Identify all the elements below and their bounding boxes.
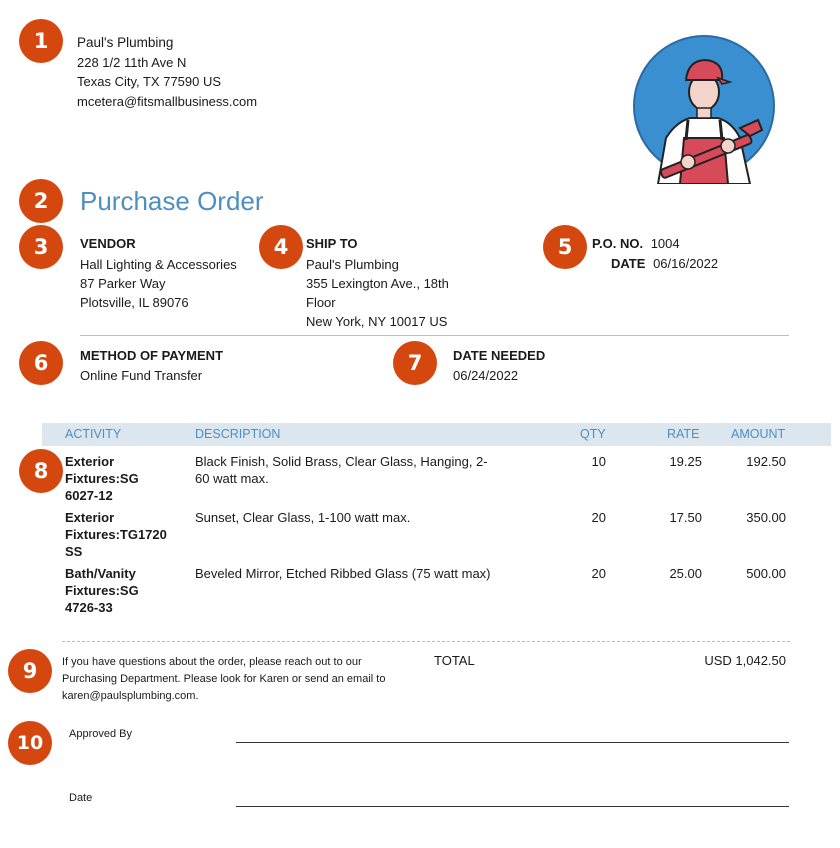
- activity-line: 6027-12: [65, 488, 113, 503]
- marker-2: 2: [19, 179, 63, 223]
- company-email: mcetera@fitsmallbusiness.com: [77, 93, 258, 109]
- col-rate: RATE: [667, 427, 700, 441]
- marker-10: 10: [8, 721, 52, 765]
- vendor-line3: Plotsville, IL 89076: [80, 295, 189, 310]
- vendor-heading: VENDOR: [80, 236, 136, 251]
- marker-5: 5: [543, 225, 587, 269]
- ship-to-line3: Floor: [306, 295, 336, 310]
- approved-by-label: Approved By: [69, 728, 132, 740]
- col-description: DESCRIPTION: [195, 427, 281, 441]
- section-divider: [80, 335, 789, 336]
- ship-to-line4: New York, NY 10017 US: [306, 314, 448, 329]
- row-amount: 500.00: [746, 566, 786, 581]
- row-qty: 20: [591, 566, 606, 581]
- payment-block: [80, 346, 340, 385]
- document-title: Purchase Order: [80, 186, 264, 216]
- marker-6: 6: [19, 341, 63, 385]
- date-needed-heading: DATE NEEDED: [453, 348, 546, 363]
- total-label: TOTAL: [434, 653, 475, 668]
- company-address-block: [77, 33, 257, 111]
- description-line: Beveled Mirror, Etched Ribbed Glass (75 watt max): [195, 566, 491, 581]
- table-header: [42, 423, 831, 446]
- row-description: [195, 565, 525, 582]
- date-needed-value: 06/24/2022: [453, 368, 519, 383]
- row-activity: [65, 509, 185, 560]
- row-amount: 350.00: [746, 510, 786, 525]
- marker-4: 4: [259, 225, 303, 269]
- marker-7: 7: [393, 341, 437, 385]
- activity-line: Bath/Vanity: [65, 566, 136, 581]
- marker-1: 1: [19, 19, 63, 63]
- dotted-divider: [62, 641, 790, 642]
- date-needed-block: [453, 346, 653, 385]
- marker-8: 8: [19, 449, 63, 493]
- po-number-label: P.O. NO.: [592, 236, 644, 251]
- vendor-line2: 87 Parker Way: [80, 276, 166, 291]
- questions-note: [62, 654, 402, 705]
- note-line1: If you have questions about the order, please reach out to our: [62, 656, 362, 668]
- po-date-label: DATE: [611, 256, 646, 271]
- ship-to-line2: 355 Lexington Ave., 18th: [306, 276, 449, 291]
- company-name: Paul's Plumbing: [77, 35, 174, 50]
- approved-by-line: [236, 742, 789, 743]
- row-description: [195, 453, 525, 487]
- row-rate: 17.50: [669, 510, 702, 525]
- po-number-value: 1004: [650, 236, 680, 251]
- row-rate: 25.00: [669, 566, 702, 581]
- row-rate: 19.25: [669, 454, 702, 469]
- po-info-block: [592, 234, 792, 273]
- company-logo: [628, 34, 778, 184]
- activity-line: SS: [65, 544, 83, 559]
- ship-to-line1: Paul's Plumbing: [306, 257, 399, 272]
- activity-line: 4726-33: [65, 600, 113, 615]
- col-qty: QTY: [580, 427, 606, 441]
- description-line: Sunset, Clear Glass, 1-100 watt max.: [195, 510, 411, 525]
- row-qty: 10: [591, 454, 606, 469]
- company-address-line1: 228 1/2 11th Ave N: [77, 54, 187, 70]
- date-signature-label: Date: [69, 792, 93, 804]
- description-line: 60 watt max.: [195, 471, 269, 486]
- row-qty: 20: [591, 510, 606, 525]
- row-amount: 192.50: [746, 454, 786, 469]
- activity-line: Exterior: [65, 510, 115, 525]
- row-activity: [65, 565, 185, 616]
- note-line2: Purchasing Department. Please look for Karen or send an email to: [62, 673, 386, 685]
- ship-to-heading: SHIP TO: [306, 236, 358, 251]
- activity-line: Exterior: [65, 454, 115, 469]
- plumber-logo-icon: [628, 34, 778, 184]
- row-description: [195, 509, 525, 526]
- ship-to-block: [306, 234, 486, 331]
- description-line: Black Finish, Solid Brass, Clear Glass, Hanging, 2-: [195, 454, 488, 469]
- activity-line: Fixtures:SG: [65, 471, 139, 486]
- col-activity: ACTIVITY: [65, 427, 122, 441]
- note-line3: karen@paulsplumbing.com.: [62, 690, 199, 702]
- total-value: USD 1,042.50: [704, 653, 786, 668]
- company-address-line2: Texas City, TX 77590 US: [77, 74, 222, 89]
- vendor-block: [80, 234, 270, 312]
- marker-9: 9: [8, 649, 52, 693]
- row-activity: [65, 453, 185, 504]
- activity-line: Fixtures:SG: [65, 583, 139, 598]
- col-amount: AMOUNT: [731, 427, 786, 441]
- marker-3: 3: [19, 225, 63, 269]
- payment-value: Online Fund Transfer: [80, 368, 203, 383]
- po-date-value: 06/16/2022: [653, 256, 719, 271]
- date-signature-line: [236, 806, 789, 807]
- payment-heading: METHOD OF PAYMENT: [80, 348, 224, 363]
- vendor-line1: Hall Lighting & Accessories: [80, 257, 237, 272]
- activity-line: Fixtures:TG1720: [65, 527, 167, 542]
